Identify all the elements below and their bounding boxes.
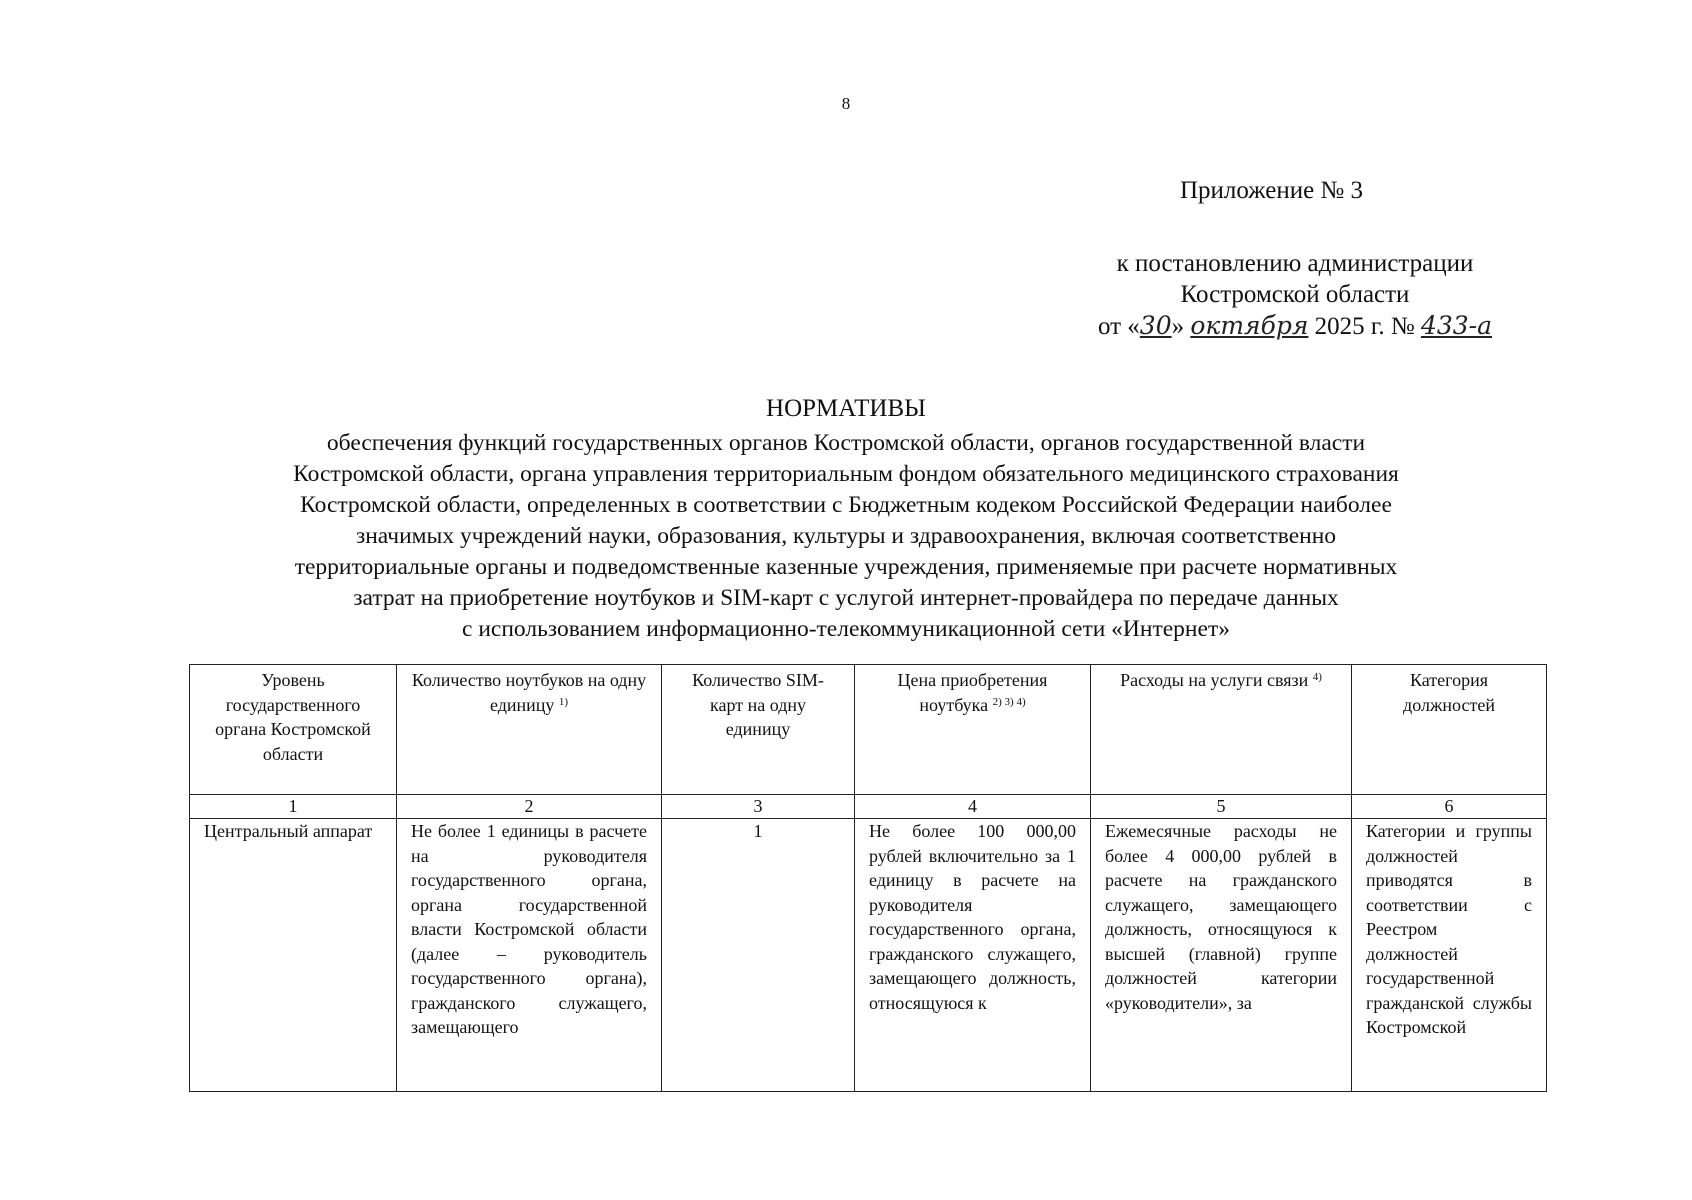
- table-header-row: [190, 665, 1547, 795]
- cell-position-category: Категории и группы должностей приводятся в соответствии с Реестром должностей государственной гражданской службы Костромской: [1352, 819, 1547, 1092]
- cell-laptop-price: Не более 100 000,00 рублей включительно за 1 единицу в расчете на руководителя государственного органа, гражданского служащего, замещающего должность, относящуюся к: [855, 819, 1091, 1092]
- cell-sim-count: 1: [662, 819, 855, 1092]
- cell-laptop-count: Не более 1 единицы в расчете на руководителя государственного органа, органа государственной власти Костромской области (далее – руководитель государственного органа), гражданского служащего, замещающего: [397, 819, 662, 1092]
- document-subtitle: [180, 428, 1512, 645]
- resolution-line-2: Костромской области: [1180, 281, 1410, 308]
- header-cell-laptop-price: Цена приобретения ноутбука $^{2) 3) 4)}$: [855, 665, 1091, 795]
- header-cell-communication-costs: Расходы на услуги связи $^{4)}$: [1091, 665, 1352, 795]
- resolution-line-1: к постановлению администрации: [1116, 250, 1474, 277]
- column-number: 6: [1352, 795, 1547, 819]
- date-suffix: 2025 г. №: [1308, 313, 1421, 340]
- column-number: 4: [855, 795, 1091, 819]
- subtitle-line: значимых учреждений науки, образования, культуры и здравоохранения, включая соответственно: [355, 523, 1337, 549]
- handwritten-month: октября: [1190, 311, 1309, 340]
- page-number: 8: [841, 94, 851, 113]
- column-number: 1: [190, 795, 397, 819]
- cell-communication-costs: Ежемесячные расходы не более 4 000,00 рублей в расчете на гражданского служащего, замещающего должность, относящуюся к высшей (главной) группе должностей категории «руководители», за: [1091, 819, 1352, 1092]
- header-cell-laptop-count: Количество ноутбуков на одну единицу $^{1)}$: [397, 665, 662, 795]
- subtitle-line: Костромской области, органа управления территориальным фондом обязательного медицинского страхования: [293, 461, 1399, 487]
- handwritten-day: 30: [1139, 311, 1172, 340]
- resolution-date-line: [1045, 310, 1545, 342]
- appendix-label: Приложение № 3: [1180, 177, 1364, 204]
- column-number-row: [190, 795, 1547, 819]
- header-cell-position-category: Категория должностей: [1352, 665, 1547, 795]
- subtitle-line: с использованием информационно-телекоммуникационной сети «Интернет»: [462, 616, 1230, 642]
- handwritten-number: 433-а: [1420, 311, 1493, 340]
- date-mid: »: [1171, 313, 1191, 340]
- subtitle-line: Костромской области, определенных в соответствии с Бюджетным кодеком Российской Федерации наиболее: [300, 492, 1392, 518]
- header-cell-level: Уровень государственного органа Костромской области: [190, 665, 397, 795]
- table-row: [190, 819, 1547, 1092]
- column-number: 5: [1091, 795, 1352, 819]
- resolution-reference: [1045, 248, 1545, 342]
- document-title: НОРМАТИВЫ: [766, 395, 926, 422]
- column-number: 3: [662, 795, 855, 819]
- subtitle-line: затрат на приобретение ноутбуков и SIM-карт с услугой интернет-провайдера по передаче данных: [353, 585, 1339, 611]
- date-prefix: от «: [1097, 313, 1140, 340]
- subtitle-line: обеспечения функций государственных органов Костромской области, органов государственной власти: [326, 430, 1366, 456]
- cell-level: Центральный аппарат: [190, 819, 397, 1092]
- column-number: 2: [397, 795, 662, 819]
- norms-table: [189, 664, 1547, 1092]
- subtitle-line: территориальные органы и подведомственные казенные учреждения, применяемые при расчете нормативных: [294, 554, 1398, 580]
- header-cell-sim-count: Количество SIM-карт на одну единицу: [662, 665, 855, 795]
